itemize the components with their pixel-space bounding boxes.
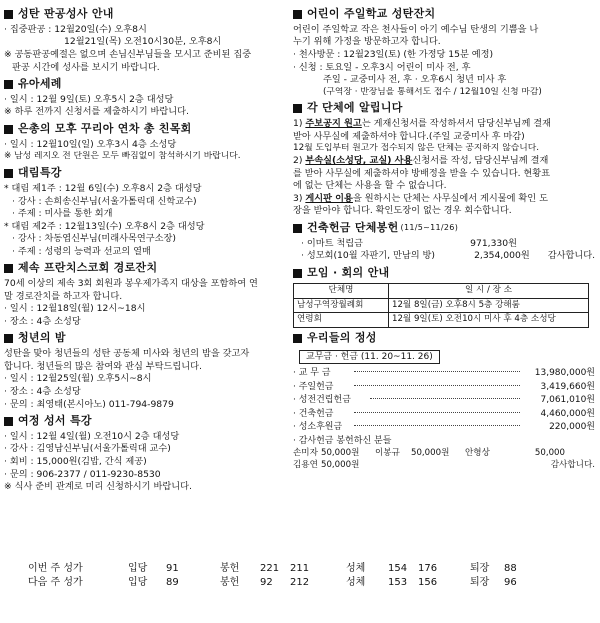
dotted-leader	[354, 385, 520, 386]
square-bullet-icon	[4, 125, 13, 134]
text-line: · 일시 : 12월18일(월) 12시~18시	[4, 303, 146, 315]
square-bullet-icon	[4, 334, 13, 343]
table-cell: 12월 9일(토) 오전10시 미사 후 4층 소성당	[389, 313, 589, 328]
section-title: 성탄 판공성사 안내	[4, 7, 288, 22]
offering-row: · 성소후원금 220,000원	[293, 422, 595, 433]
text-line: · 일시 : 12월 9일(토) 오후5시 2층 대성당	[4, 93, 174, 105]
text-line: ※ 식사 준비 관계로 미리 신청하시기 바랍니다.	[4, 481, 192, 493]
section-bible-lecture	[4, 414, 288, 494]
section-offerings	[293, 331, 595, 472]
text-line: · 강사 : 손희송신부님(서울가톨릭대 신학교수)	[12, 195, 197, 207]
offering-row: · 건축헌금 4,460,000원	[293, 408, 595, 419]
text-line: 누기 위해 가정을 방문하고자 합니다.	[293, 36, 441, 48]
text-line: ※ 남성 레지오 전 단원은 모두 빠짐없이 참석하시기 바랍니다.	[4, 151, 241, 162]
section-christmas-confession	[4, 7, 288, 74]
section-franciscan-elders-party	[4, 261, 288, 328]
text-line: · 집중판공 : 12월20일(수) 오후8시	[4, 23, 147, 35]
left-column	[4, 6, 288, 497]
text-line: * 대림 제2주 : 12월13일(수) 오후8시 2층 대성당	[4, 220, 205, 232]
text-line: * 대림 제1주 : 12월 6일(수) 오후8시 2층 대성당	[4, 183, 202, 195]
text-line: 판공 시간에 성사를 보시기 바랍니다.	[12, 61, 160, 73]
fund-row: · 성모회(10월 자판기, 만남의 방) 2,354,000원 감사합니다.	[301, 250, 595, 262]
text-line: 3) 게시판 이용을 원하시는 단체는 사무실에서 게시물에 확인 도	[293, 192, 548, 204]
square-bullet-icon	[4, 417, 13, 426]
offering-row: · 성전건립헌금 7,061,010원	[293, 395, 595, 406]
text-line: ※ 공동판공예절은 없으며 손님신부님들을 모시고 준비된 집중	[4, 48, 252, 60]
donor-row: 김용연 50,000원 감사합니다.	[293, 460, 595, 471]
text-line: 성탄을 맞아 청년들의 성탄 공동체 미사와 청년의 밤을 갖고자	[4, 348, 250, 360]
text-line: · 주제 : 성령의 능력과 선교의 열매	[12, 245, 151, 257]
dotted-leader	[370, 398, 520, 399]
square-bullet-icon	[293, 104, 302, 113]
text-line: 70세 이상의 제속 3회 회원과 봉우제가족지 대상을 포함하여 연	[4, 278, 258, 290]
section-infant-baptism	[4, 77, 288, 119]
text-line: · 일시 : 12월 4일(월) 오전10시 2층 대성당	[4, 430, 180, 442]
section-youth-night	[4, 331, 288, 411]
text-line: 2) 부속실(소성당, 교실) 사용신청서를 작성, 담당신부님께 결재	[293, 155, 549, 167]
text-line: 합니다. 청년들의 많은 참여와 관심 부탁드립니다.	[4, 360, 202, 372]
section-title: 모임 · 회의 안내	[293, 266, 595, 281]
text-line: · 강사 : 차동엽신부님(미래사목연구소장)	[12, 233, 176, 245]
table-row	[294, 313, 589, 328]
text-line: 주일 - 교중미사 전, 후 · 오후6시 청년 미사 후	[323, 74, 507, 86]
text-line: · 천사방문 : 12월23일(토) (한 가정당 15분 예정)	[293, 48, 494, 60]
section-title: 청년의 밤	[4, 331, 288, 346]
section-title: 여정 성서 특강	[4, 414, 288, 429]
text-line: · 장소 : 4층 소성당	[4, 385, 81, 397]
text-line: 1) 주보공지 원고는 게재신청서를 작성하셔서 담당신부님께 결재	[293, 118, 551, 130]
table-header: 단체명	[294, 283, 389, 298]
text-line: · 일시 : 12월10일(일) 오후3시 4층 소성당	[4, 138, 177, 150]
section-group-notice	[293, 101, 595, 218]
fund-row: · 이마트 척립금 971,330원	[301, 237, 517, 249]
donor-row: 손미자 50,000원 이봉규 50,000원 안형상 50,000	[293, 447, 565, 458]
section-title: 제속 프란치스코회 경로잔치	[4, 261, 288, 276]
square-bullet-icon	[293, 10, 302, 19]
text-line: · 강사 : 김영남신부님(서울가톨릭대 교수)	[4, 443, 171, 455]
text-line: 12월21일(목) 오전10시30분, 오후8시	[64, 36, 222, 48]
table-header-row	[294, 283, 589, 298]
section-sunday-school-christmas	[293, 7, 595, 98]
text-line: 12월 도입부터 원고가 접수되지 않은 단체는 공지하지 않습니다.	[293, 143, 540, 154]
section-title: 은총의 모후 꾸리아 연차 총 친목회	[4, 122, 288, 137]
table-cell: 남성구역장월례회	[294, 298, 389, 313]
square-bullet-icon	[293, 334, 302, 343]
section-curia-meeting	[4, 122, 288, 163]
meeting-table	[293, 283, 589, 328]
section-meeting-schedule	[293, 266, 595, 328]
section-title: 각 단체에 알립니다	[293, 101, 595, 116]
text-line: 를 받아 사무실에 제출하셔야 방배정을 받을 수 있습니다. 현황표	[293, 167, 551, 179]
text-line: 장을 받아야 합니다. 확인도장이 없는 경우 회수합니다.	[293, 205, 512, 217]
square-bullet-icon	[4, 264, 13, 273]
hymn-row-this-week: 이번 주 성가 입당 91 봉헌 221 211 성체 154 176 퇴장 88	[28, 563, 517, 574]
section-title: 유아세례	[4, 77, 288, 92]
table-cell: 12월 8일(금) 오후8시 5층 강해룸	[389, 298, 589, 313]
text-line: 말 경로잔치를 하고자 합니다.	[4, 290, 123, 302]
text-line: 받아 사무실에 제출하셔야 합니다.(주일 교중미사 후 마감)	[293, 130, 525, 142]
table-cell: 연령회	[294, 313, 389, 328]
text-line: · 신청 : 토요일 - 오후3시 어린이 미사 전, 후	[293, 61, 471, 73]
text-line: ※ 하루 전까지 신청서를 제출하시기 바랍니다.	[4, 106, 189, 118]
dotted-leader	[354, 371, 520, 372]
square-bullet-icon	[293, 224, 302, 233]
section-building-fund	[293, 221, 595, 263]
section-title: 대림특강	[4, 166, 288, 181]
square-bullet-icon	[293, 269, 302, 278]
table-header: 일 시 / 장 소	[389, 283, 589, 298]
text-line: (구역장 · 반장님을 통해서도 접수 / 12월10일 신청 마감)	[323, 86, 542, 97]
section-title: 우리들의 정성	[293, 331, 595, 346]
section-advent-lecture	[4, 166, 288, 258]
text-line: · 일시 : 12월25일(월) 오후5시~8시	[4, 373, 152, 385]
section-title: 건축헌금 단체봉헌 (11/5~11/26)	[293, 221, 595, 236]
square-bullet-icon	[4, 80, 13, 89]
text-line: 에 없는 단체는 사용을 할 수 없습니다.	[293, 180, 447, 192]
text-line: · 회비 : 15,000원(김밥, 간식 제공)	[4, 456, 147, 467]
text-line: · 장소 : 4층 소성당	[4, 315, 81, 327]
dotted-leader	[354, 412, 520, 413]
section-title: 어린이 주일학교 성탄잔치	[293, 7, 595, 22]
dotted-leader	[354, 425, 520, 426]
hymn-row-next-week: 다음 주 성가 입당 89 봉헌 92 212 성체 153 156 퇴장 96	[28, 576, 517, 588]
offering-period-box: 교무금 · 헌금 (11. 20~11. 26)	[299, 350, 440, 364]
offering-row: · 주일헌금 3,419,660원	[293, 381, 595, 392]
offering-row: · 교 무 금 13,980,000원	[293, 368, 595, 379]
square-bullet-icon	[4, 169, 13, 178]
text-line: · 문의 : 906-2377 / 011-9230-8530	[4, 468, 161, 480]
text-line: 어린이 주일학교 작은 천사들이 아기 예수님 탄생의 기쁨을 나	[293, 23, 539, 35]
square-bullet-icon	[4, 10, 13, 19]
text-line: · 문의 : 최영태(본시아노) 011-794-9879	[4, 398, 174, 410]
text-line: · 주제 : 미사를 통한 회개	[12, 208, 113, 220]
donors-label: · 감사헌금 봉헌하신 분들	[293, 435, 392, 446]
hymn-schedule	[28, 562, 568, 589]
right-column	[293, 6, 595, 475]
table-row	[294, 298, 589, 313]
